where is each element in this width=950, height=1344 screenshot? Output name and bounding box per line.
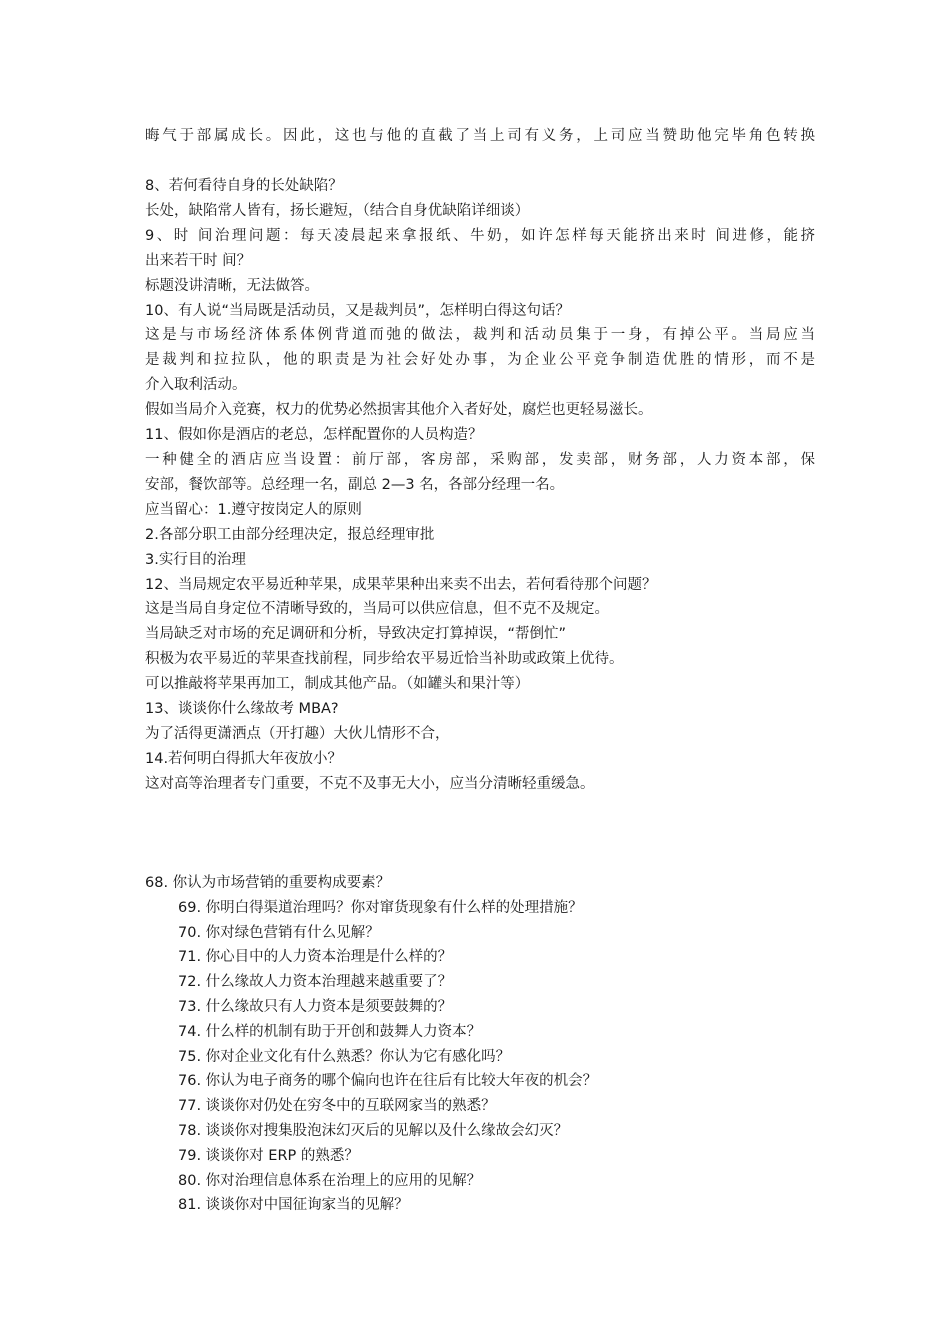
- question-heading: 出来若干时 间？: [145, 252, 252, 269]
- answer-line: 应当留心：1.遵守按岗定人的原则: [145, 501, 362, 518]
- list-item: 71. 你心目中的人力资本治理是什么样的？: [178, 949, 453, 966]
- answer-line: 一种健全的酒店应当设置：前厅部，客房部，采购部，发卖部，财务部，人力资本部，保: [145, 451, 815, 468]
- answer-line: 介入取利活动。: [145, 377, 247, 394]
- list-item: 74. 什么样的机制有助于开创和鼓舞人力资本？: [178, 1023, 482, 1040]
- answer-line: 长处，缺陷常人皆有，扬长避短，（结合自身优缺陷详细谈）: [145, 202, 530, 219]
- list-item: 72. 什么缘故人力资本治理越来越重要了？: [178, 974, 453, 991]
- question-heading: 14.若何明白得抓大年夜放小？: [145, 750, 343, 767]
- question-heading: 10、有人说“当局既是活动员，又是裁判员”，怎样明白得这句话？: [145, 302, 570, 319]
- answer-line: 标题没讲清晰，无法做答。: [145, 277, 319, 294]
- answer-line: 安部，餐饮部等。总经理一名，副总 2—3 名，各部分经理一名。: [145, 476, 565, 493]
- answer-line: 当局缺乏对市场的充足调研和分析，导致决定打算掉误，“帮倒忙”: [145, 626, 567, 643]
- qa-section: [145, 174, 815, 797]
- answer-line: 3.实行目的治理: [145, 551, 246, 568]
- list-item: 70. 你对绿色营销有什么见解？: [178, 924, 380, 941]
- answer-line: 是裁判和拉拉队，他的职责是为社会好处办事，为企业公平竞争制造优胜的情形，而不是: [145, 352, 815, 369]
- answer-line: 可以推敲将苹果再加工，制成其他产品。（如罐头和果汁等）: [145, 676, 530, 693]
- list-item: 77. 谈谈你对仍处在穷冬中的互联网家当的熟悉？: [178, 1098, 496, 1115]
- question-heading: 13、谈谈你什么缘故考 MBA?: [145, 701, 339, 718]
- paragraph-line: 晦气于部属成长。因此，这也与他的直截了当上司有义务，上司应当赞助他完毕角色转换: [145, 128, 815, 144]
- list-item: 81. 谈谈你对中国征询家当的见解？: [178, 1197, 409, 1214]
- top-paragraph: [145, 124, 815, 149]
- list-item: 79. 谈谈你对 ERP 的熟悉？: [178, 1147, 359, 1164]
- list-item: 68. 你认为市场营销的重要构成要素？: [145, 875, 391, 891]
- question-heading: 11、假如你是酒店的老总，怎样配置你的人员构造？: [145, 427, 483, 444]
- answer-line: 假如当局介入竞赛，权力的优势必然损害其他介入者好处，腐烂也更轻易滋长。: [145, 402, 653, 419]
- question-list: [145, 871, 815, 1218]
- answer-line: 这是当局自身定位不清晰导致的，当局可以供应信息，但不克不及规定。: [145, 601, 609, 618]
- list-item: 78. 谈谈你对搜集股泡沫幻灭后的见解以及什么缘故会幻灭？: [178, 1122, 569, 1139]
- list-item: 76. 你认为电子商务的哪个偏向也许在往后有比较大年夜的机会？: [178, 1073, 598, 1090]
- list-item: 69. 你明白得渠道治理吗？你对窜货现象有什么样的处理措施？: [178, 899, 583, 916]
- question-heading: 12、当局规定农平易近种苹果，成果苹果种出来卖不出去，若何看待那个问题？: [145, 576, 657, 593]
- answer-line: 积极为农平易近的苹果查找前程，同步给农平易近恰当补助或政策上优待。: [145, 651, 624, 668]
- list-item: 80. 你对治理信息体系在治理上的应用的见解？: [178, 1172, 482, 1189]
- answer-line: 这对高等治理者专门重要，不克不及事无大小，应当分清晰轻重缓急。: [145, 775, 595, 792]
- question-heading: 8、若何看待自身的长处缺陷？: [145, 178, 343, 194]
- list-item: 73. 什么缘故只有人力资本是须要鼓舞的？: [178, 998, 453, 1015]
- question-heading: 9、时 间治理问题：每天凌晨起来拿报纸、牛奶，如许怎样每天能挤出来时 间进修，能挤: [145, 227, 815, 244]
- answer-line: 为了活得更潇洒点（开打趣）大伙儿情形不合，: [145, 725, 450, 742]
- list-item: 75. 你对企业文化有什么熟悉？你认为它有感化吗？: [178, 1048, 511, 1065]
- answer-line: 这是与市场经济体系体例背道而弛的做法，裁判和活动员集于一身，有掉公平。当局应当: [145, 327, 815, 344]
- answer-line: 2.各部分职工由部分经理决定，报总经理审批: [145, 526, 435, 543]
